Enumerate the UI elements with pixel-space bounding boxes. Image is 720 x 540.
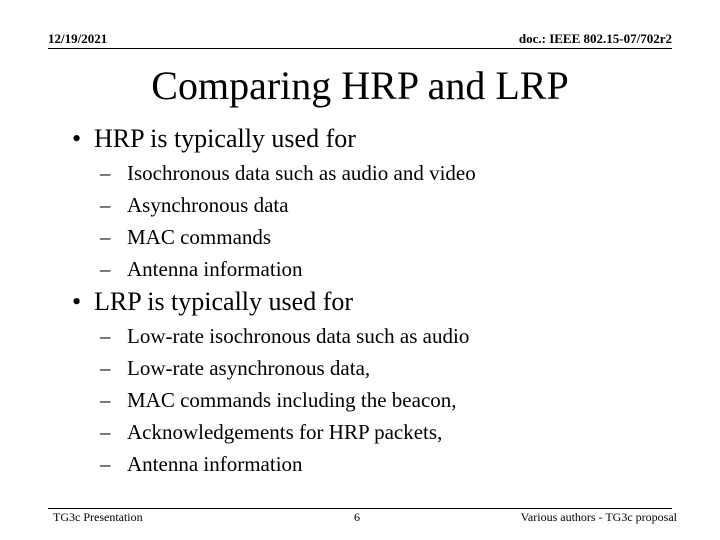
sub-item-text: Antenna information — [127, 452, 303, 476]
sub-item-text: Isochronous data such as audio and video — [127, 161, 476, 185]
page-number: 6 — [354, 510, 360, 524]
bullet-hrp — [72, 124, 356, 154]
footer-rule — [48, 508, 672, 509]
dash-icon: – — [100, 356, 111, 380]
dash-icon: – — [100, 225, 111, 249]
bullet-lrp — [72, 287, 353, 317]
bullet-icon: • — [72, 287, 82, 316]
sub-item — [100, 419, 442, 445]
bullet-icon: • — [72, 124, 82, 153]
dash-icon: – — [100, 420, 111, 444]
dash-icon: – — [100, 452, 111, 476]
dash-icon: – — [100, 257, 111, 281]
dash-icon: – — [100, 161, 111, 185]
bullet-lrp-text: LRP is typically used for — [94, 287, 354, 316]
sub-item-text: Antenna information — [127, 257, 303, 281]
dash-icon: – — [100, 193, 111, 217]
sub-item-text: MAC commands — [127, 225, 272, 249]
sub-item — [100, 387, 457, 413]
sub-item-text: Acknowledgements for HRP packets, — [127, 420, 443, 444]
sub-item — [100, 256, 303, 282]
dash-icon: – — [100, 324, 111, 348]
footer-left: TG3c Presentation — [53, 510, 143, 524]
footer-right: Various authors - TG3c proposal — [520, 510, 677, 524]
sub-item-text: Low-rate isochronous data such as audio — [127, 324, 470, 348]
header-doc-id: doc.: IEEE 802.15-07/702r2 — [518, 31, 672, 46]
sub-item — [100, 451, 303, 477]
sub-item — [100, 160, 476, 186]
sub-item-text: Asynchronous data — [127, 193, 289, 217]
sub-item — [100, 323, 469, 349]
slide-title: Comparing HRP and LRP — [151, 63, 569, 108]
header-rule — [48, 48, 672, 49]
sub-item — [100, 355, 370, 381]
bullet-hrp-text: HRP is typically used for — [94, 124, 356, 153]
header-date: 12/19/2021 — [48, 31, 108, 46]
dash-icon: – — [100, 388, 111, 412]
sub-item — [100, 192, 289, 218]
sub-item-text: Low-rate asynchronous data, — [127, 356, 371, 380]
sub-item — [100, 224, 271, 250]
sub-item-text: MAC commands including the beacon, — [127, 388, 457, 412]
